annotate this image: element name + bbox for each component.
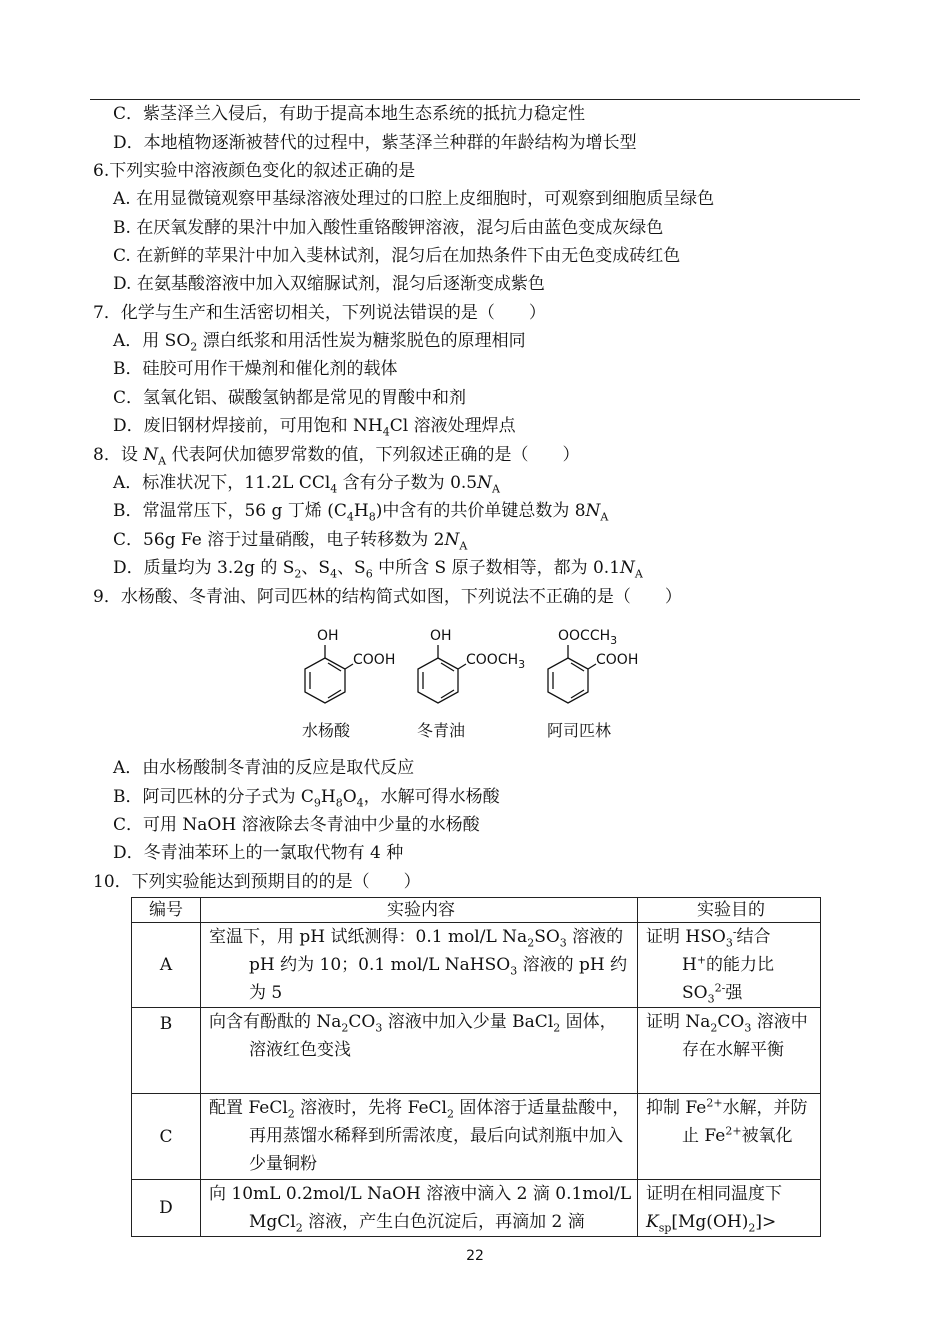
m3-name: 阿司匹林 <box>547 721 612 740</box>
q6-option-c: C. 在新鲜的苹果汁中加入斐林试剂，混匀后在加热条件下由无色变成砖红色 <box>113 246 681 266</box>
m1-name: 水杨酸 <box>302 721 351 740</box>
table-row <box>132 1094 821 1180</box>
m3-cooh-label: COOH <box>596 652 639 668</box>
q10-stem: 10．下列实验能达到预期目的的是（ ） <box>93 872 421 892</box>
q9-option-a: A．由水杨酸制冬青油的反应是取代反应 <box>113 758 415 778</box>
q6-option-a: A. 在用显微镜观察甲基绿溶液处理过的口腔上皮细胞时，可观察到细胞质呈绿色 <box>113 189 715 209</box>
header-purpose: 实验目的 <box>638 898 821 923</box>
q6-option-b: B. 在厌氧发酵的果汁中加入酸性重铬酸钾溶液，混匀后由蓝色变成灰绿色 <box>113 218 664 238</box>
q8-option-b: B．常温常压下，56 g 丁烯 $(C_4H_8)$中含有的共价单键总数为 $8N_A$ <box>113 501 609 524</box>
q9-option-c: C．可用 NaOH 溶液除去冬青油中少量的水杨酸 <box>113 815 480 835</box>
m2-cooch3-label: $COOCH_3$ <box>466 652 526 671</box>
header-content: 实验内容 <box>201 898 638 923</box>
table-row <box>132 1008 821 1094</box>
row-id: B <box>132 1008 201 1094</box>
q9-option-b: B．阿司匹林的分子式为 $C_9H_8O_4$，水解可得水杨酸 <box>113 787 500 810</box>
page-number: 22 <box>466 1248 484 1264</box>
m3-oocch3-label: $OOCCH_3$ <box>558 628 618 647</box>
row-id: A <box>132 923 201 1008</box>
molecule-structures <box>290 628 670 748</box>
q6-option-d: D. 在氨基酸溶液中加入双缩脲试剂，混匀后逐渐变成紫色 <box>113 274 545 294</box>
header-rule <box>90 99 860 100</box>
header-id: 编号 <box>132 898 201 923</box>
row-content: 向 10mL 0.2mol/L NaOH 溶液中滴入 2 滴 0.1mol/L MgCl$_2$ 溶液，产生白色沉淀后，再滴加 2 滴 <box>201 1180 638 1237</box>
q9-stem: 9．水杨酸、冬青油、阿司匹林的结构简式如图，下列说法不正确的是（ ） <box>93 587 682 607</box>
row-purpose: 抑制 $Fe^{2+}$水解，并防止 $Fe^{2+}$被氧化 <box>638 1094 821 1180</box>
m2-oh-label: OH <box>430 628 452 644</box>
q8-option-c: C．56g Fe 溶于过量硝酸，电子转移数为 $2N_A$ <box>113 530 468 553</box>
q7-option-b: B．硅胶可用作干燥剂和催化剂的载体 <box>113 359 398 379</box>
experiment-table <box>131 897 821 1237</box>
row-purpose: 证明在相同温度下 $K_{sp}[Mg(OH)_2]>$ <box>638 1180 821 1237</box>
row-id: C <box>132 1094 201 1180</box>
row-id: D <box>132 1180 201 1237</box>
q9-option-d: D．冬青油苯环上的一氯取代物有 4 种 <box>113 843 404 863</box>
q7-stem: 7．化学与生产和生活密切相关，下列说法错误的是（ ） <box>93 303 546 323</box>
row-purpose: 证明 $Na_2CO_3$ 溶液中存在水解平衡 <box>638 1008 821 1094</box>
q7-option-c: C．氢氧化铝、碳酸氢钠都是常见的胃酸中和剂 <box>113 388 467 408</box>
row-content: 配置 FeCl$_2$ 溶液时，先将 FeCl$_2$ 固体溶于适量盐酸中，再用蒸馏水稀释到所需浓度，最后向试剂瓶中加入少量铜粉 <box>201 1094 638 1180</box>
q8-option-d: D．质量均为 3.2g 的 $S_2$、$S_4$、$S_6$ 中所含 S 原子数相等，都为 $0.1N_A$ <box>113 558 643 581</box>
q5-option-d: D．本地植物逐渐被替代的过程中，紫茎泽兰种群的年龄结构为增长型 <box>113 133 637 153</box>
q5-option-c: C．紫茎泽兰入侵后，有助于提高本地生态系统的抵抗力稳定性 <box>113 104 586 124</box>
q7-option-a: A．用 $SO_2$ 漂白纸浆和用活性炭为糖浆脱色的原理相同 <box>113 331 526 354</box>
q6-stem: 6.下列实验中溶液颜色变化的叙述正确的是 <box>93 161 416 181</box>
m2-name: 冬青油 <box>417 721 466 740</box>
table-header-row <box>132 898 821 923</box>
row-content: 室温下，用 pH 试纸测得：0.1 mol/L $Na_2SO_3$ 溶液的 pH 约为 10；0.1 mol/L NaHSO$_3$ 溶液的 pH 约为 5 <box>201 923 638 1008</box>
row-purpose: 证明 $HSO_3^-$结合 H+的能力比 $SO_3^{2-}$强 <box>638 923 821 1008</box>
m1-oh-label: OH <box>317 628 339 644</box>
q8-option-a: A．标准状况下，11.2L CCl$_4$ 含有分子数为 $0.5N_A$ <box>113 473 500 496</box>
table-row <box>132 923 821 1008</box>
q8-stem: 8．设 $N_A$ 代表阿伏加德罗常数的值，下列叙述正确的是（ ） <box>93 445 580 468</box>
table-row <box>132 1180 821 1237</box>
q7-option-d: D．废旧钢材焊接前，可用饱和 $NH_4Cl$ 溶液处理焊点 <box>113 416 516 439</box>
m1-cooh-label: COOH <box>353 652 396 668</box>
row-content: 向含有酚酞的 $Na_2CO_3$ 溶液中加入少量 BaCl$_2$ 固体，溶液红色变浅 <box>201 1008 638 1094</box>
